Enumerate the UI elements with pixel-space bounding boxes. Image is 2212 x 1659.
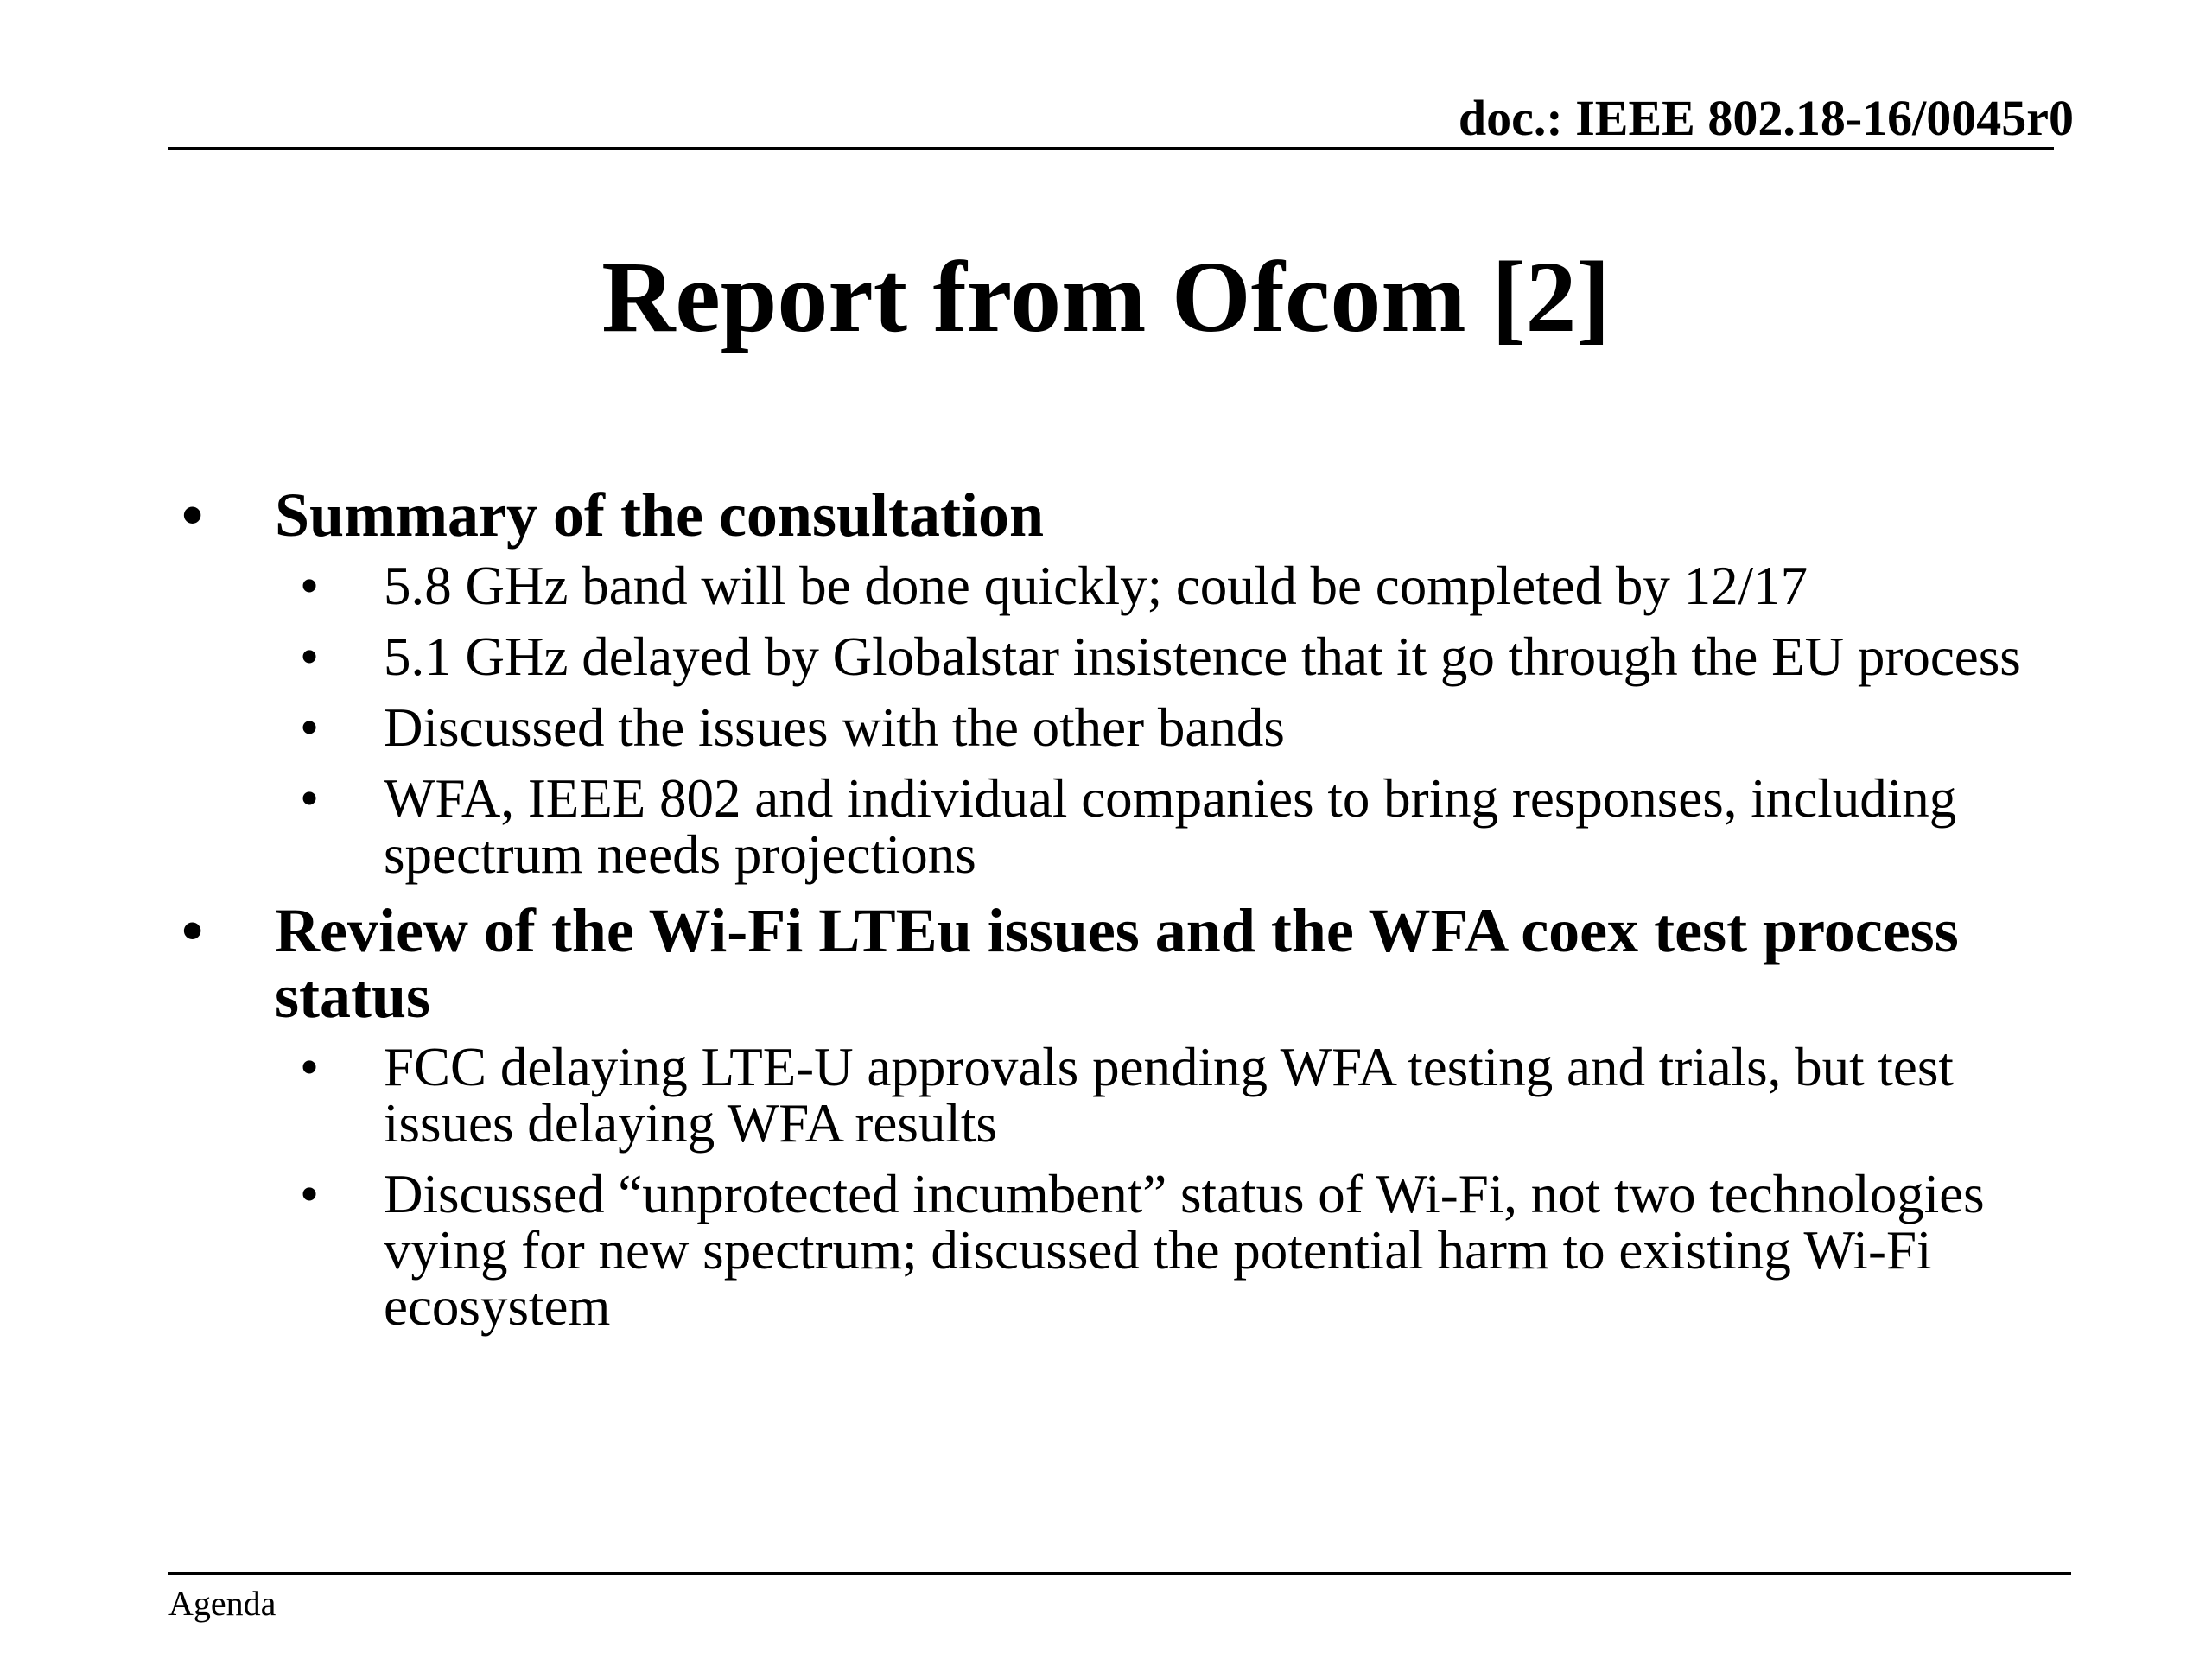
bullet-item xyxy=(181,697,2082,758)
bullet-icon: • xyxy=(300,1164,320,1224)
header-divider xyxy=(168,147,2054,150)
bullet-item-text: 5.1 GHz delayed by Globalstar insistence that it go through the EU process xyxy=(384,626,2021,687)
bullet-icon: • xyxy=(300,626,320,687)
bullet-item-text: WFA, IEEE 802 and individual companies to bring responses, including spectrum needs projections xyxy=(384,768,1957,885)
bullet-item xyxy=(181,558,2082,614)
section-heading-text: Summary of the consultation xyxy=(275,480,1045,550)
bullet-item-text: FCC delaying LTE-U approvals pending WFA testing and trials, but test issues delaying WFA results xyxy=(384,1037,1954,1154)
bullet-icon: • xyxy=(300,697,320,758)
bullet-item xyxy=(181,1039,2082,1152)
bullet-icon: • xyxy=(300,1037,320,1097)
bullet-item xyxy=(181,768,2082,885)
footer-label: Agenda xyxy=(168,1584,276,1623)
footer-divider xyxy=(168,1572,2071,1575)
section-heading-text: Review of the Wi-Fi LTEu issues and the WFA coex test process status xyxy=(275,896,1959,1031)
section-heading-review xyxy=(181,898,2082,1029)
slide-body xyxy=(181,482,2082,1350)
section-heading-summary xyxy=(181,482,2082,548)
bullet-item xyxy=(181,1166,2082,1335)
bullet-item xyxy=(181,626,2082,687)
bullet-icon: • xyxy=(181,480,204,550)
bullet-icon: • xyxy=(300,556,320,616)
bullet-icon: • xyxy=(300,768,320,829)
bullet-item-text: 5.8 GHz band will be done quickly; could be completed by 12/17 xyxy=(384,556,1808,616)
bullet-item-text: Discussed the issues with the other bands xyxy=(384,697,1285,758)
doc-id: doc.: IEEE 802.18-16/0045r0 xyxy=(1458,90,2074,146)
slide-title: Report from Ofcom [2] xyxy=(601,240,1611,353)
bullet-icon: • xyxy=(181,896,204,965)
bullet-item-text: Discussed “unprotected incumbent” status of Wi-Fi, not two technologies vying for new spectrum; discussed the potential harm to existing Wi-Fi ecosystem xyxy=(384,1164,1985,1337)
